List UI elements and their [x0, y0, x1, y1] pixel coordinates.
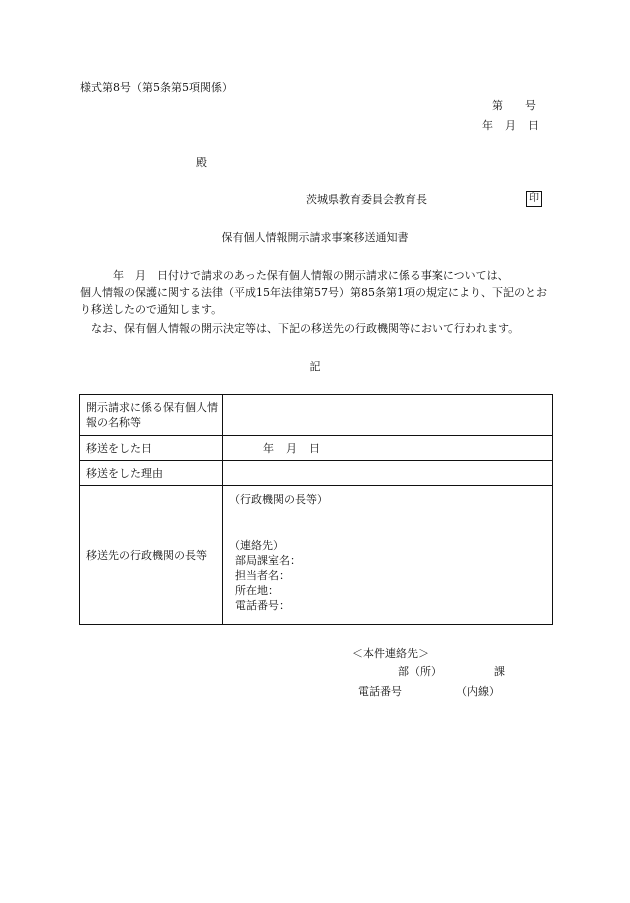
contact-phone-label: 電話番号: [358, 685, 402, 698]
body-text-line: 年 月 日付けで請求のあった保有個人情報の開示請求に係る事案については、: [80, 269, 509, 282]
destination-contact-label: （連絡先）: [229, 539, 284, 552]
destination-head-label: （行政機関の長等）: [229, 493, 328, 506]
seal-mark: 印: [526, 191, 542, 207]
row-label-transfer-date: 移送をした日: [80, 436, 223, 461]
contact-item-address: 所在地：: [235, 584, 279, 597]
row-label-info-name: 開示請求に係る保有個人情報の名称等: [80, 395, 223, 436]
ki-heading: 記: [309, 360, 321, 373]
contact-section-label: 課: [494, 665, 505, 678]
addressee-suffix: 殿: [196, 156, 207, 169]
table-row: [80, 395, 553, 436]
transfer-details-table: [79, 394, 553, 625]
form-number-label: 様式第8号（第5条第5項関係）: [80, 81, 233, 94]
body-text-line: なお、保有個人情報の開示決定等は、下記の移送先の行政機関等において行われます。: [80, 322, 520, 335]
row-value-info-name[interactable]: [223, 395, 553, 436]
number-dai: 第: [492, 99, 503, 112]
row-value-transfer-date[interactable]: [223, 436, 553, 461]
contact-department-line: [398, 666, 505, 677]
contact-item-phone: 電話番号：: [235, 599, 290, 612]
body-text-line: 個人情報の保護に関する法律（平成15年法律第57号）第85条第1項の規定により、下記のとお: [80, 286, 547, 299]
transfer-date-year: 年: [263, 441, 274, 455]
contact-phone-line: [358, 686, 500, 697]
contact-extension-label: （内線）: [456, 685, 500, 698]
transfer-date-month: 月: [286, 441, 297, 455]
transfer-date-day: 日: [309, 441, 320, 455]
table-row: [80, 436, 553, 461]
sender-name: 茨城県教育委員会教育長: [306, 193, 427, 206]
document-title: 保有個人情報開示請求事案移送通知書: [221, 231, 409, 244]
document-date-line: [482, 120, 539, 131]
contact-item-person: 担当者名：: [235, 569, 290, 582]
document-number-line: [492, 100, 536, 111]
date-day: 日: [528, 119, 539, 132]
body-text-line: り移送したので通知します。: [80, 303, 223, 316]
number-go: 号: [525, 99, 536, 112]
date-year: 年: [482, 119, 493, 132]
table-row: [80, 461, 553, 486]
row-label-destination: 移送先の行政機関の長等: [80, 486, 223, 625]
contact-title: ＜本件連絡先＞: [352, 647, 429, 660]
contact-item-department: 部局課室名：: [235, 554, 301, 567]
row-value-destination[interactable]: [223, 486, 553, 625]
table-row: [80, 486, 553, 625]
contact-dept-label: 部（所）: [398, 665, 442, 678]
date-month: 月: [505, 119, 516, 132]
row-value-transfer-reason[interactable]: [223, 461, 553, 486]
row-label-transfer-reason: 移送をした理由: [80, 461, 223, 486]
